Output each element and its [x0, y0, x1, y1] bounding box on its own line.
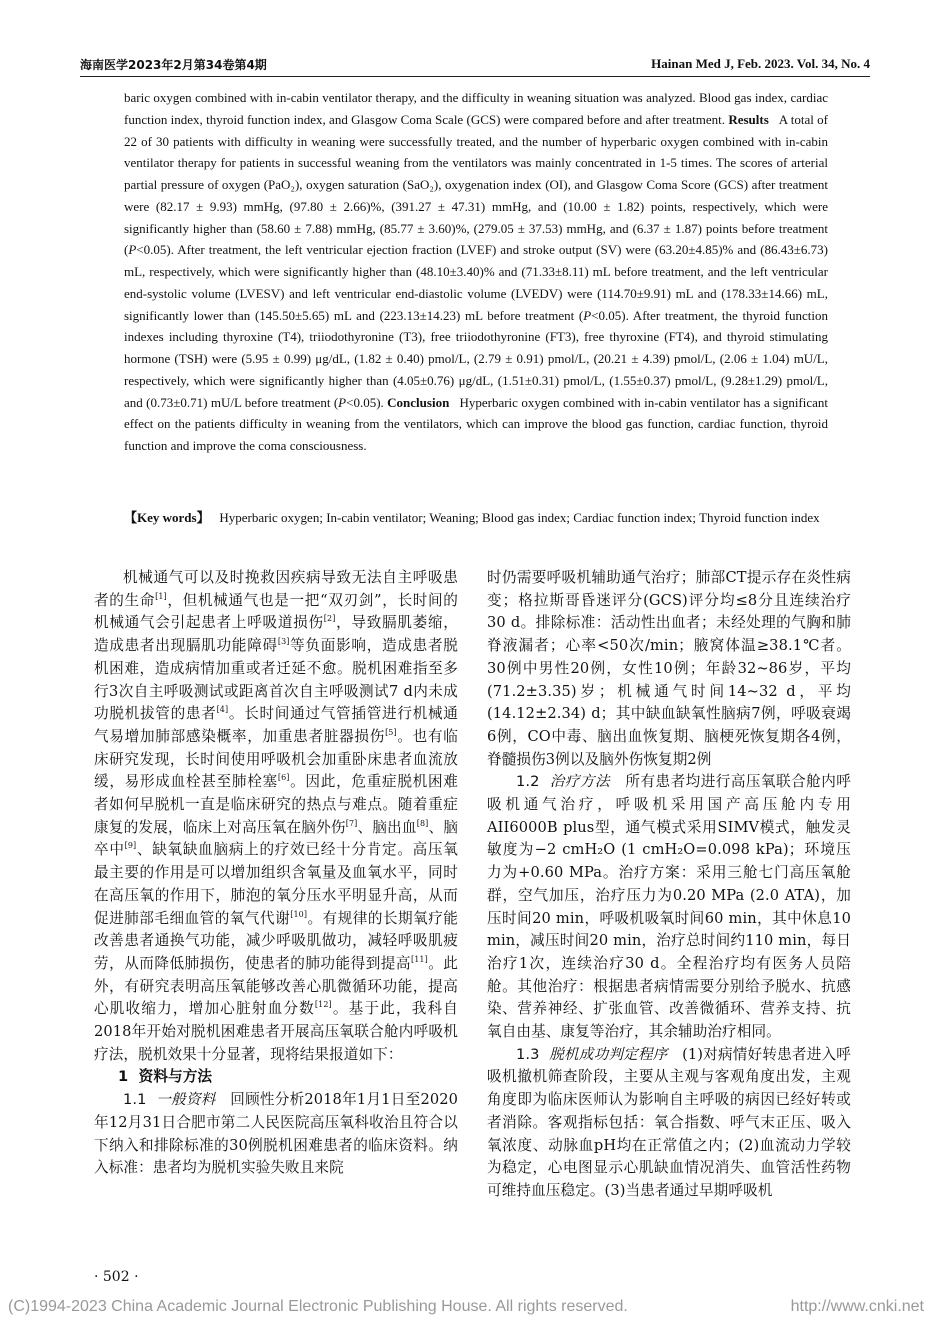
subsection-text: (1)对病情好转患者进入呼吸机撤机筛查阶段，主要从主观与客观角度出发，主观角度即为临床医师认为影响自主呼吸的病因已经好转或者消除。客观指标包括：氧合指数、呼气末正压、吸入氧浓度、动脉血pH均在正常值之内；(2)血流动力学较为稳定，心电图显示心肌缺血情况消失、血管活性药物可维持血压稳定。(3)当患者通过早期呼吸机 — [487, 1045, 852, 1199]
subsection-number: 1.2 — [516, 773, 540, 791]
citation-ref: [8] — [416, 818, 429, 828]
abstract-conclusion: Hyperbaric oxygen combined with in-cabin ventilator has a significant effect on the patients difficulty in weaning from the ventilators, which can improve the blood gas function, cardiac function, thyroid function and improve the coma consciousness. — [124, 394, 829, 453]
intro-paragraph — [94, 567, 458, 1066]
intro-text: 。此外，有研究表明高压氧能够改善心肌微循环功能，提高心肌收缩力，增加心脏射血分数 — [94, 954, 459, 1018]
keywords — [124, 507, 828, 529]
subsection-number: 1.3 — [516, 1045, 540, 1063]
intro-text: 机械通气可以及时挽救因疾病导致无法自主呼吸患者的生命 — [94, 569, 458, 609]
keywords-text: Hyperbaric oxygen; In-cabin ventilator; Weaning; Blood gas index; Cardiac function index; Thyroid function index — [219, 510, 820, 525]
citation-ref: [7] — [345, 818, 358, 828]
p-symbol-1: P — [128, 242, 137, 258]
abstract-results-part4: <0.05). — [346, 394, 384, 410]
intro-text: 。也有临床研究发现，长时间使用呼吸机会加重卧床患者血流放缓，易形成血栓甚至肺栓塞 — [94, 727, 458, 791]
general-data-continuation: 时仍需要呼吸机辅助通气治疗；肺部CT提示存在炎性病变；格拉斯哥昏迷评分(GCS)评分均≤8分且连续治疗30 d。排除标准：活动性出血者；未经处理的气胸和肺脊液漏者；心率<50次/min；腋窝体温≥38.1℃者。30例中男性20例，女性10例；年龄32~86岁，平均(71.2±3.35)岁；机械通气时间14~32 d，平均(14.12±2.34) d；其中缺血缺氧性脑病7例，呼吸衰竭6例，CO中毒、脑出血恢复期、脑梗死恢复期各4例，脊髓损伤3例以及脑外伤恢复期2例 — [487, 569, 851, 768]
intro-text: 、缺氧缺血脑病上的疗效已经十分肯定。高压氧最主要的作用是可以增加组织含氧量及血氧水平，同时在高压氧的作用下，肺泡的氧分压水平明显升高，从而促进肺部毛细血管的氧气代谢 — [94, 841, 458, 927]
abstract-results-part3: <0.05). After treatment, the thyroid function indexes including thyroxine (T4), triiodothyronine (T3), free triiodothyronine (FT3), free thyroxine (FT4), and thyroid stimulating hormone (TSH) were (5.95 ± 0.99) μg/dL, (1.82 ± 0.40) pmol/L, (2.79 ± 0.91) pmol/L, (20.21 ± 4.39) pmol/L, (2.06 ± 1.04) mU/L, respectively, which were significantly higher than (4.05±0.76) μg/dL, (1.51±0.31) pmol/L, (1.55±0.37) pmol/L, (9.28±1.29) pmol/L, and (0.73±0.71) mU/L before treatment ( — [124, 307, 828, 410]
subsection-text: 回顾性分析2018年1月1日至2020年12月31日合肥市第二人民医院高压氧科收治且符合以下纳入和排除标准的30例脱机困难患者的临床资料。纳入标准：患者均为脱机实验失败且来院 — [94, 1091, 458, 1177]
conclusion-label: Conclusion — [387, 394, 450, 410]
citation-ref: [5] — [385, 728, 397, 738]
running-header — [80, 56, 870, 74]
abstract-results-part2: <0.05). After treatment, the left ventricular ejection fraction (LVEF) and stroke output (SV) were (63.20±4.85)% and (86.43±6.73) mL, respectively, which were significantly higher than (48.10±3.40)% and (71.33±8.11) mL before treatment, and the left ventricular end-systolic volume (LVESV) and left ventricular end-diastolic volume (LVEDV) were (114.70±9.91) mL and (178.33±14.66) mL, significantly lower than (145.50±5.65) mL and (223.13±14.23) mL before treatment ( — [124, 242, 828, 323]
section-title: 资料与方法 — [138, 1068, 213, 1086]
citation-ref: [2] — [323, 614, 336, 624]
citation-ref: [4] — [216, 705, 229, 715]
intro-text: 、脑卒中 — [94, 818, 459, 859]
subsection-weaning-criteria — [487, 1044, 851, 1203]
intro-text: 。有规律的长期氧疗能改善患者通换气功能，减少呼吸肌做功，减轻呼吸肌疲劳，从而降低肺损伤，使患者的肺功能得到提高 — [94, 909, 458, 972]
intro-text: ，导致膈肌萎缩，造成患者出现膈肌功能障碍 — [94, 614, 458, 655]
page-number: · 502 · — [94, 1269, 139, 1285]
results-label: Results — [728, 111, 769, 127]
intro-text: 。基于此，我科自2018年开始对脱机困难患者开展高压氧联合舱内呼吸机疗法，脱机效果十分显著，现将结果报道如下： — [94, 1000, 458, 1063]
keywords-label: 【Key words】 — [124, 510, 210, 525]
subsection-treatment-method — [487, 771, 851, 1043]
journal-issue-en: Hainan Med J, Feb. 2023. Vol. 34, No. 4 — [651, 56, 870, 71]
p-symbol-2: P — [583, 307, 592, 323]
citation-ref: [1] — [155, 591, 167, 601]
subsection-title: 治疗方法 — [549, 773, 611, 791]
copyright-text: (C)1994-2023 China Academic Journal Electronic Publishing House. All rights reserved. — [8, 1298, 628, 1315]
citation-ref: [9] — [124, 841, 137, 851]
p-symbol-3: P — [338, 394, 347, 410]
intro-text: 。长时间通过气管插管进行机械通气易增加肺部感染概率，加重患者脏器损伤 — [94, 705, 458, 745]
intro-text: 。因此，危重症脱机困难者如何早脱机一直是临床研究的热点与难点。随着重症康复的发展，临床上对高压氧在脑外伤 — [94, 773, 458, 836]
citation-ref: [3] — [277, 637, 290, 647]
citation-ref: [10] — [290, 909, 308, 919]
header-rule — [80, 76, 870, 77]
section-heading-materials-methods — [94, 1066, 458, 1089]
journal-issue-cn: 海南医学2023年2月第34卷第4期 — [80, 58, 267, 72]
section-number: 1 — [118, 1068, 129, 1086]
intro-text: 、脑出血 — [357, 818, 417, 836]
intro-text: ，但机械通气也是一把“双刃剑”，长时间的机械通气会引起患者上呼吸道损伤 — [94, 591, 458, 632]
subsection-title: 脱机成功判定程序 — [549, 1045, 668, 1063]
subsection-text: 所有患者均进行高压氧联合舱内呼吸机通气治疗，呼吸机采用国产高压舱内专用AII6000B plus型，通气模式采用SIMV模式，触发灵敏度为−2 cmH₂O (1 cmH₂O=0.098 kPa)；环境压力为+0.60 MPa。治疗方案：采用三舱七门高压氧舱群，空气加压，治疗压力为0.20 MPa (2.0 ATA)，加压时间20 min，呼吸机吸氧时间60 min，其中休息10 min，减压时间20 min，治疗总时间约110 min，每日治疗1次，连续治疗30 d。全程治疗均有医务人员陪舱。其他治疗：根据患者病情需要分别给予脱水、抗感染、营养神经、扩张血管、改善微循环、营养支持、抗氧自由基、康复等治疗，其余辅助治疗相同。 — [487, 773, 852, 1041]
cnki-link[interactable]: http://www.cnki.net — [790, 1298, 924, 1315]
right-column — [487, 567, 851, 1203]
citation-ref: [11] — [410, 955, 428, 965]
abstract-continuation — [124, 87, 828, 457]
subsection-title: 一般资料 — [156, 1091, 216, 1109]
citation-ref: [12] — [314, 1000, 332, 1010]
intro-text: 等负面影响，造成患者脱机困难，造成病情加重或者迁延不愈。脱机困难指至多行3次自主呼吸测试或距离首次自主呼吸测试7 d内未成功脱机拔管的患者 — [94, 637, 458, 723]
subsection-number: 1.1 — [123, 1091, 147, 1109]
subsection-general-data — [94, 1089, 458, 1180]
left-column — [94, 567, 458, 1180]
abstract-methods-tail: baric oxygen combined with in-cabin ventilator therapy, and the difficulty in weaning situation was analyzed. Blood gas index, cardiac function index, thyroid function index, and Glasgow Coma Scale (GCS) were compared before and after treatment. — [124, 90, 828, 127]
citation-ref: [6] — [277, 773, 290, 783]
abstract-results-part1: A total of 22 of 30 patients with difficulty in weaning were successfully treated, and the number of hyperbaric oxygen combined with in-cabin ventilator therapy for patients in successful weaning from the ventilators was mainly concentrated in 1-5 times. The scores of arterial partial pressure of oxygen (PaO₂), oxygen saturation (SaO₂), oxygenation index (OI), and Glasgow Coma Score (GCS) after treatment were (82.17 ± 9.93) mmHg, (97.80 ± 2.66)%, (391.27 ± 47.31) mmHg, and (10.00 ± 1.82) points, respectively, which were significantly higher than (58.60 ± 7.88) mmHg, (85.77 ± 3.60)%, (279.05 ± 37.53) mmHg, and (6.37 ± 1.87) points before treatment ( — [124, 111, 829, 258]
